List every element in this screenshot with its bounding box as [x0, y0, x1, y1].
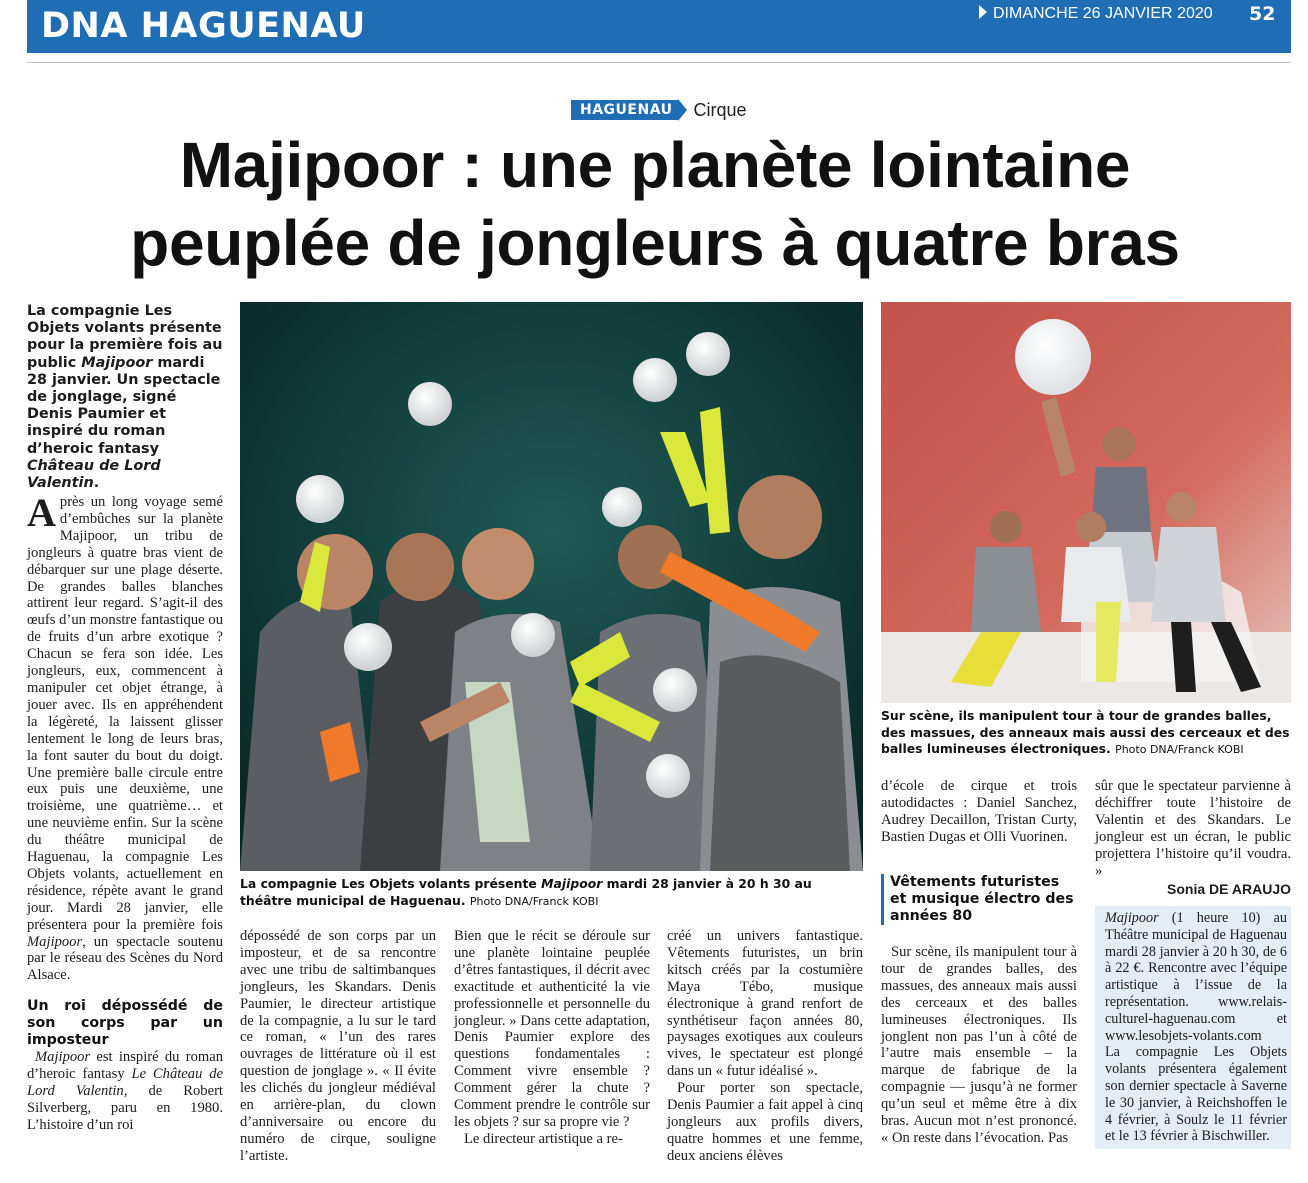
- section-tag: HAGUENAU: [571, 100, 678, 120]
- date-text: DIMANCHE 26 JANVIER 2020: [993, 5, 1213, 22]
- chapo-title: Majipoor: [81, 354, 153, 371]
- caption-text-2: mardi 28 janvier à 20 h 30 au théâtre municipal de Haguenau.: [240, 876, 812, 908]
- body-column-2: [240, 928, 436, 1165]
- page-number: 52: [1249, 3, 1276, 25]
- info-box: [1095, 906, 1291, 1149]
- stage-photo-illustration: [881, 302, 1291, 703]
- info-paragraph-2: La compagnie Les Objets volants présentera également son dernier spectacle à Saverne le 30 janvier, à Reichshoffen le 4 février, à Soulz le 11 février et le 13 février à Bischwiller.: [1105, 1044, 1287, 1145]
- body-paragraph: dépossédé de son corps par un imposteur, et de sa rencontre avec une tribu de saltimbanques jongleurs, les Skandars. Denis Paumier, le directeur artistique de la compagnie, a lu sur le tard ce roman, « l’un des rares ouvrages de littérature où il est question de jonglage ». « Il évite les clichés du jongleur médiéval en arrière-plan, du clown d’anniversaire ou encore du numéro de cirque, souligne l’artiste.: [240, 928, 436, 1164]
- tag-arrow-icon: [678, 99, 687, 121]
- body-paragraph-2: Pour porter son spectacle, Denis Paumier a fait appel à cinq jongleurs aux profils divers, quatre hommes et une femme, deux anciens élèves: [667, 1080, 863, 1164]
- subhead-2: Vêtements futuristes et musique électro des années 80: [890, 874, 1074, 924]
- info-paragraph-1: [1105, 910, 1287, 1044]
- secondary-photo: [881, 302, 1291, 703]
- chapo-title-2: Château de Lord Valentin: [27, 457, 161, 492]
- masthead: [27, 0, 1291, 53]
- masthead-date: [979, 5, 1213, 23]
- main-photo-caption: [240, 876, 863, 910]
- body-column-5: [881, 778, 1077, 846]
- body-text: près un long voyage semé d’embûches sur la planète Majipoor, un tribu de jongleurs à quatre bras vient de débarquer sur une plage déserte. De grandes balles blanches attirent leur regard. S’agit-il des œufs d’un monstre fantastique ou de fruits d’un arbre exotique ? Chacun se fera son idée. Les jongleurs, eux, commencent à manipuler cet objet étrange, à jouer avec. Ils en appréhendent la légèreté, la laissent glisser lentement le long de leurs bras, la font sauter du bout du doigt. Une première balle circule entre eux puis une deuxième, une troisième, une quatrième… et une neuvième enfin. Sur la scène du théâtre municipal de Haguenau, la compagnie Les Objets volants, actuellement en résidence, répète avant le grand jour. Mardi 28 janvier, elle présentera pour la première fois: [27, 494, 223, 933]
- body-paragraph-2: Le directeur artistique a re-: [464, 1130, 623, 1147]
- secondary-photo-caption: [881, 708, 1291, 759]
- body-column-6: [1095, 778, 1291, 898]
- body-text-1b: est inspiré du roman d’heroic fantasy: [27, 1049, 223, 1083]
- masthead-rule: [27, 62, 1291, 63]
- body-paragraph: d’école de cirque et trois autodidactes : Daniel Sanchez, Audrey Decaillon, Tristan Curty, Bastien Dugas et Olli Vuorinen.: [881, 778, 1077, 845]
- subhead-2-block: [881, 874, 1077, 925]
- body-paragraph: [27, 490, 223, 984]
- subhead-1: Un roi dépossédé de son corps par un imposteur: [27, 998, 223, 1049]
- photo-credit: Photo DNA/Franck KOBI: [1115, 743, 1244, 756]
- body-paragraph-2: [27, 1049, 223, 1134]
- caption-text-1: La compagnie Les Objets volants présente: [240, 876, 542, 891]
- body-column-1: [27, 490, 223, 1134]
- headline-line-1: Majipoor : une planète lointaine: [179, 129, 1131, 201]
- info-text-1: (1 heure 10) au Théâtre municipal de Haguenau mardi 28 janvier à 20 h 30, de 6 à 22 €. Rencontre avec l’équipe artistique à l’issue de la représentation. www.relais-culturel-haguenau.com et www.lesobjets-volants.com: [1105, 910, 1287, 1044]
- caption-title: Majipoor: [541, 876, 603, 891]
- photo-credit: Photo DNA/Franck KOBI: [469, 894, 599, 908]
- headline-line-2: peuplée de jongleurs à quatre bras: [130, 207, 1180, 279]
- rubric: Cirque: [693, 99, 747, 120]
- chevron-right-icon: [979, 5, 987, 19]
- jugglers-photo-illustration: [240, 302, 863, 871]
- masthead-brand: DNA HAGUENAU: [41, 6, 366, 46]
- info-title: Majipoor: [1105, 910, 1159, 926]
- caption-text: Sur scène, ils manipulent tour à tour de grandes balles, des massues, des anneaux mais aussi des cerceaux et des balles lumineuses électroniques.: [881, 708, 1290, 756]
- body-italic-start: Majipoor: [35, 1049, 91, 1066]
- chapo-text-2: mardi 28 janvier. Un spectacle de jonglage, signé Denis Paumier et inspiré du roman d’heroic fantasy: [27, 354, 221, 457]
- body-paragraph: sûr que le spectateur parvienne à déchiffrer toute l’histoire de Valentin et des Skandars. Le jongleur est un écran, le public projettera l’histoire qu’il voudra. »: [1095, 778, 1291, 879]
- chapo: [27, 303, 223, 492]
- main-photo: [240, 302, 863, 871]
- body-column-4: [667, 928, 863, 1165]
- body-italic: Majipoor: [27, 933, 83, 950]
- chapo-text-3: .: [93, 475, 100, 492]
- body-text-2b: , de Robert Silverberg, paru en 1980. L’histoire d’un roi: [27, 1083, 223, 1133]
- body-column-3: [454, 928, 650, 1148]
- chapo-text-1: La compagnie Les Objets volants présente pour la première fois au public: [27, 303, 223, 371]
- body-paragraph: créé un univers fantastique. Vêtements futuristes, un brin kitsch créés par la costumière Maya Tébo, musique électronique à grand renfort de synthétiseur façon années 80, paysages exotiques aux couleurs vives, le spectateur est plongé dans un « futur idéalisé ».: [667, 928, 863, 1080]
- body-paragraph: Sur scène, ils manipulent tour à tour de grandes balles, des massues, des anneaux mais aussi des cerceaux et des balles lumineuses électroniques. Ils jonglent non pas l’un à côté de l’autre mais ensemble – la marque de fabrique de la compagnie — jusqu’à ne former qu’un seul et même être à dix bras. Aucun mot n’est prononcé. « On reste dans l’évocation. Pas: [881, 944, 1077, 1146]
- book-title: Le Château de Lord Valentin: [27, 1066, 223, 1100]
- drop-cap: A: [27, 490, 56, 535]
- body-column-5-continued: [881, 944, 1077, 1147]
- body-paragraph: Bien que le récit se déroule sur une planète lointaine peuplée d’êtres fantastiques, il décrit avec exactitude et authenticité la vie professionnelle et personnelle du jongleur. » Dans cette adaptation, Denis Paumier explore des questions fondamentales : Comment vivre ensemble ? Comment gérer la chute ? Comment prendre le contrôle sur les objets ? sur sa propre vie ?: [454, 928, 650, 1130]
- byline: Sonia DE ARAUJO: [1167, 881, 1291, 898]
- body-text-end: , un spectacle soutenu par le réseau des Scènes du Nord Alsace.: [27, 933, 223, 984]
- section-kicker: [571, 99, 747, 121]
- headline: [30, 126, 1280, 282]
